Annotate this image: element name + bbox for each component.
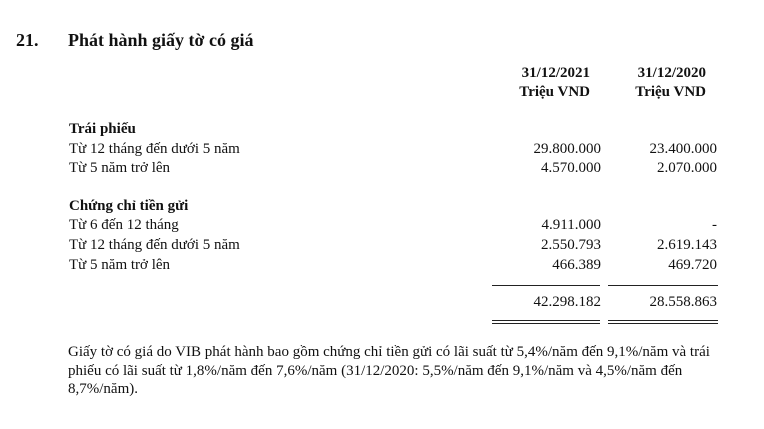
total-row — [0, 294, 764, 313]
previous-page-text-fragment — [0, 0, 764, 2]
footnote-paragraph: Giấy tờ có giá do VIB phát hành bao gồm chứng chỉ tiền gửi có lãi suất từ 5,4%/năm đến 9,1%/năm và trái phiếu có lãi suất từ 1,8%/năm đến 7,6%/năm (31/12/2020: 5,5%/năm đến 9,1%/năm và 4,5%/năm đến 8,7%/năm). — [68, 344, 710, 397]
value-2021: 466.389 — [552, 257, 601, 273]
table-row — [0, 160, 764, 179]
table-row — [0, 141, 764, 160]
column-unit: Triệu VND — [635, 84, 706, 100]
column-header-2021 — [480, 64, 590, 102]
value-2021: 4.570.000 — [541, 160, 601, 176]
table-row — [0, 237, 764, 256]
row-label: Từ 6 đến 12 tháng — [69, 217, 179, 233]
group-heading-bonds: Trái phiếu — [69, 121, 136, 137]
total-double-rule-2021-b — [492, 323, 600, 324]
column-date: 31/12/2020 — [637, 65, 706, 81]
value-2021: 29.800.000 — [533, 141, 601, 157]
total-2021: 42.298.182 — [533, 294, 601, 310]
row-label: Từ 12 tháng đến dưới 5 năm — [69, 237, 240, 253]
total-double-rule-2020-a — [608, 320, 718, 321]
value-2020: 469.720 — [668, 257, 717, 273]
value-2021: 2.550.793 — [541, 237, 601, 253]
value-2020: 2.619.143 — [657, 237, 717, 253]
total-top-rule-2020 — [608, 285, 718, 286]
row-label: Từ 12 tháng đến dưới 5 năm — [69, 141, 240, 157]
column-unit: Triệu VND — [519, 84, 590, 100]
row-label: Từ 5 năm trở lên — [69, 160, 171, 176]
value-2020: - — [712, 217, 717, 233]
total-double-rule-2021-a — [492, 320, 600, 321]
total-top-rule-2021 — [492, 285, 600, 286]
section-number: 21. — [16, 30, 39, 50]
value-2020: 2.070.000 — [657, 160, 717, 176]
total-2020: 28.558.863 — [649, 294, 717, 310]
column-date: 31/12/2021 — [521, 65, 590, 81]
section-title: Phát hành giấy tờ có giá — [68, 30, 254, 50]
group-heading-deposit-certificates: Chứng chỉ tiền gửi — [69, 198, 189, 214]
row-label: Từ 5 năm trở lên — [69, 257, 171, 273]
table-row — [0, 217, 764, 236]
table-row — [0, 257, 764, 276]
value-2020: 23.400.000 — [649, 141, 717, 157]
total-double-rule-2020-b — [608, 323, 718, 324]
column-header-2020 — [596, 64, 706, 102]
value-2021: 4.911.000 — [541, 217, 601, 233]
